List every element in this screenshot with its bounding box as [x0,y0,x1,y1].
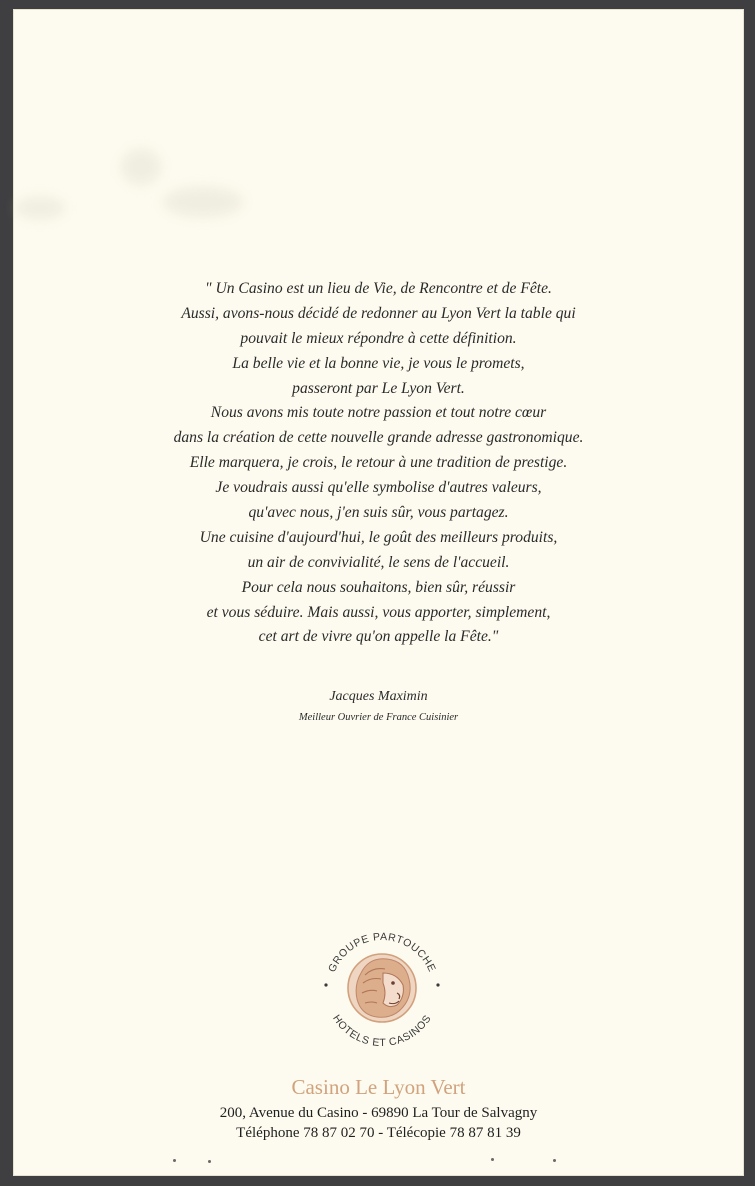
quote-line: qu'avec nous, j'en suis sûr, vous partagez. [248,504,509,522]
quote-line: " Un Casino est un lieu de Vie, de Rencontre et de Fête. [205,280,552,297]
groupe-partouche-logo [317,923,447,1053]
author-title: Meilleur Ouvrier de France Cuisinier [298,712,459,723]
quote-line: dans la création de cette nouvelle grande adresse gastronomique. [173,429,584,447]
paper-speck [553,1159,556,1162]
paper-stain [121,149,161,185]
paper-speck [208,1160,211,1163]
quote-line: Aussi, avons-nous décidé de redonner au Lyon Vert la table qui [181,304,576,322]
quote-line: Pour cela nous souhaitons, bien sûr, réussir [241,578,516,596]
quote-line: Elle marquera, je crois, le retour à une tradition de prestige. [189,454,568,472]
quote-line: cet art de vivre qu'on appelle la Fête." [258,628,499,646]
quote-line: Une cuisine d'aujourd'hui, le goût des meilleurs produits, [199,528,558,546]
casino-address: 200, Avenue du Casino - 69890 La Tour de Salvagny [219,1105,538,1121]
quote-line: pouvait le mieux répondre à cette définition. [240,329,517,347]
quote-line: La belle vie et la bonne vie, je vous le promets, [232,354,525,372]
paper-speck [491,1158,494,1161]
author-name: Jacques Maximin [329,689,428,704]
quote-line: passeront par Le Lyon Vert. [292,379,465,397]
chef-quote [13,277,744,650]
paper-stain [163,187,243,217]
lion-head-icon [348,954,416,1022]
quote-line: un air de convivialité, le sens de l'accueil. [247,553,510,571]
quote-line: et vous séduire. Mais aussi, vous apporter, simplement, [206,603,551,621]
quote-line: Nous avons mis toute notre passion et tout notre cœur [210,404,547,422]
paper-stain [15,197,65,219]
quote-line: Je voudrais aussi qu'elle symbolise d'autres valeurs, [215,479,542,497]
logo-top-text: GROUPE PARTOUCHE [326,930,438,975]
menu-page [13,9,744,1176]
logo-bottom-text: HOTELS ET CASINOS [330,1012,434,1050]
casino-name: Casino Le Lyon Vert [291,1075,466,1099]
casino-phone: Téléphone 78 87 02 70 - Télécopie 78 87 81 39 [236,1125,521,1141]
paper-speck [173,1159,176,1162]
